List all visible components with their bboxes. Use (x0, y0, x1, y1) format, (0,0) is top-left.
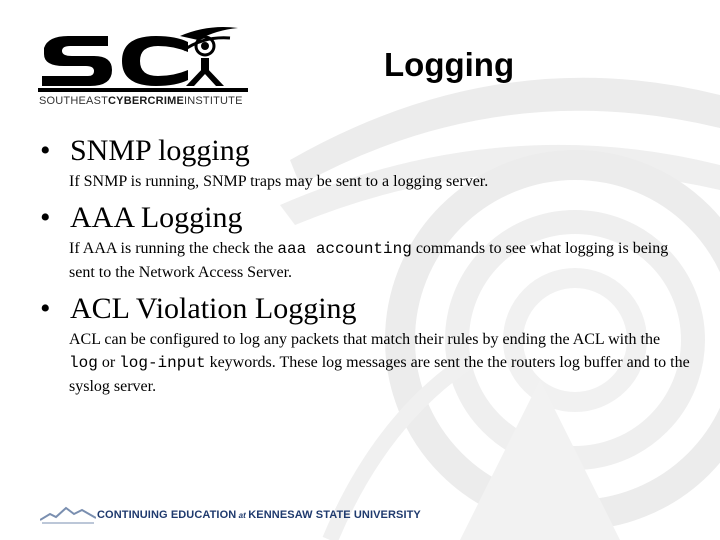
slide-content (40, 132, 690, 398)
bullet-heading-line (40, 132, 690, 170)
bullet-dot-icon: • (40, 134, 51, 167)
bullet-item-acl (40, 290, 690, 398)
footer (40, 502, 421, 528)
logo-caption-part2: CYBERCRIME (108, 95, 184, 107)
bullet-item-snmp (40, 132, 690, 193)
bullet-detail-text: If AAA is running the check the (69, 240, 278, 257)
bullet-detail (69, 170, 690, 193)
keyword-code: log-input (119, 354, 206, 372)
footer-part1: CONTINUING EDUCATION (97, 509, 237, 521)
logo-caption-part3: INSTITUTE (183, 95, 243, 107)
logo-caption-part1: SOUTHEAST (39, 95, 109, 107)
footer-part2: at (236, 511, 249, 520)
mountain-logo-icon (40, 502, 96, 528)
keyword-code: log (69, 354, 98, 372)
bullet-detail-text: keywords. These log messages are sent the the routers log buffer and to the syslog server. (69, 354, 690, 395)
bullet-heading: ACL Violation Logging (70, 292, 357, 325)
bullet-detail-text: or (97, 354, 120, 371)
bullet-detail-text: ACL can be configured to log any packets that match their rules by ending the ACL with the (69, 331, 661, 348)
logo-caption (39, 95, 243, 107)
bullet-heading-line (40, 199, 690, 237)
bullet-detail (69, 328, 690, 398)
slide-title: Logging (384, 46, 515, 83)
bullet-dot-icon: • (40, 201, 51, 234)
bullet-heading: SNMP logging (70, 134, 250, 167)
bullet-detail (69, 237, 690, 284)
bullet-heading-line (40, 290, 690, 328)
footer-part3: KENNESAW STATE UNIVERSITY (248, 509, 421, 521)
bullet-detail-text: commands to see what logging is being sent to the Network Access Server. (69, 240, 669, 281)
command-code: aaa accounting (277, 240, 412, 258)
footer-text (97, 509, 421, 521)
bullet-heading: AAA Logging (70, 201, 243, 234)
bullet-detail-text: If SNMP is running, SNMP traps may be sent to a logging server. (69, 173, 489, 190)
bullet-item-aaa (40, 199, 690, 284)
bullet-dot-icon: • (40, 292, 51, 325)
